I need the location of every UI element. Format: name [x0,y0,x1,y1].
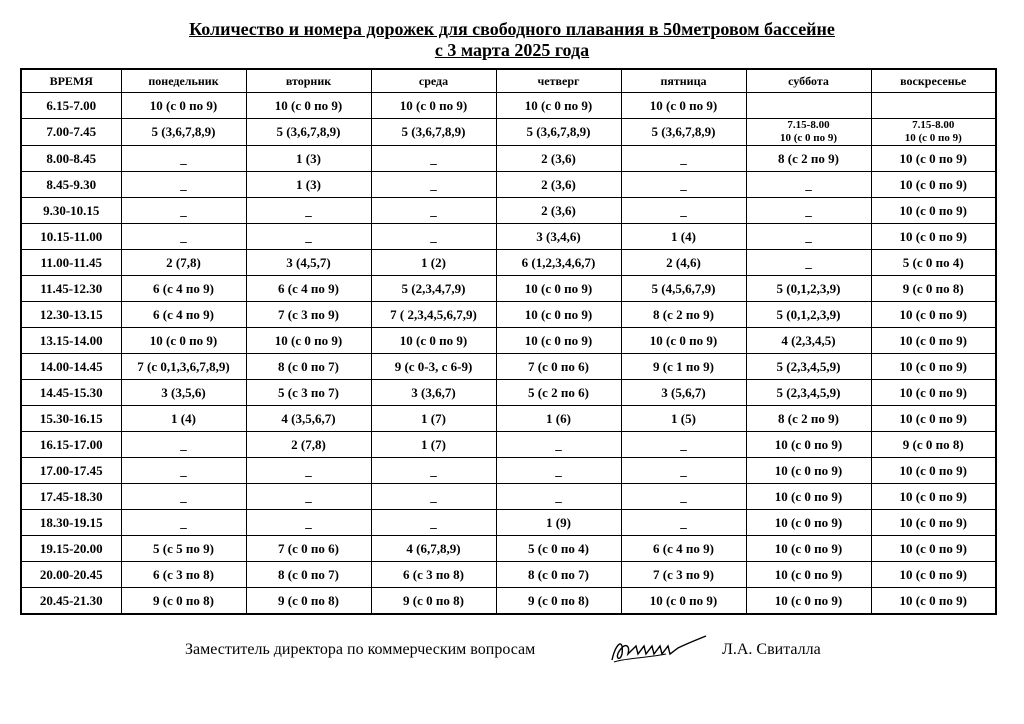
title-line-2: с 3 марта 2025 года [434,40,590,60]
lanes-cell: 10 (с 0 по 9) [746,458,871,484]
lanes-cell: 10 (с 0 по 9) [871,146,996,172]
table-header-row [21,69,996,93]
lanes-cell: 5 (0,1,2,3,9) [746,276,871,302]
time-slot-cell: 9.30-10.15 [21,198,121,224]
time-slot-cell: 18.30-19.15 [21,510,121,536]
handwritten-signature [606,632,710,668]
lanes-cell: 10 (с 0 по 9) [746,432,871,458]
lanes-cell: _ [121,432,246,458]
lanes-cell: 10 (с 0 по 9) [871,484,996,510]
lanes-cell: _ [246,484,371,510]
lanes-cell: _ [746,198,871,224]
time-slot-cell: 14.45-15.30 [21,380,121,406]
lanes-cell: 10 (с 0 по 9) [871,380,996,406]
lanes-cell: 10 (с 0 по 9) [621,328,746,354]
lanes-cell: 10 (с 0 по 9) [871,406,996,432]
lanes-cell: _ [621,432,746,458]
lanes-cell: 10 (с 0 по 9) [121,328,246,354]
lanes-cell: 5 (с 2 по 6) [496,380,621,406]
lanes-cell: 10 (с 0 по 9) [871,172,996,198]
table-row [21,146,996,172]
table-row [21,198,996,224]
table-row [21,250,996,276]
lanes-cell: 5 (3,6,7,8,9) [371,119,496,146]
lanes-cell: 1 (5) [621,406,746,432]
lanes-cell: 10 (с 0 по 9) [121,93,246,119]
lanes-cell: 10 (с 0 по 9) [246,328,371,354]
time-slot-cell: 15.30-16.15 [21,406,121,432]
lanes-cell: 5 (2,3,4,7,9) [371,276,496,302]
column-header: суббота [746,69,871,93]
time-slot-cell: 6.15-7.00 [21,93,121,119]
time-slot-cell: 13.15-14.00 [21,328,121,354]
lanes-cell: _ [121,510,246,536]
lanes-cell: _ [371,198,496,224]
cell-line: 7.15-8.00 [912,119,955,131]
title-line-1: Количество и номера дорожек для свободного плавания в 50метровом бассейне [189,19,835,39]
swim-lanes-table [20,68,997,615]
lanes-cell: 7 (с 3 по 9) [246,302,371,328]
lanes-cell: 9 (с 0 по 8) [496,588,621,615]
lanes-cell: 1 (9) [496,510,621,536]
lanes-cell: 1 (6) [496,406,621,432]
lanes-cell: 7 (с 3 по 9) [621,562,746,588]
lanes-cell: 8 (с 2 по 9) [621,302,746,328]
lanes-cell: 8 (с 0 по 7) [246,562,371,588]
lanes-cell: _ [621,458,746,484]
time-slot-cell: 8.45-9.30 [21,172,121,198]
lanes-cell: 10 (с 0 по 9) [621,93,746,119]
table-row [21,536,996,562]
table-row [21,302,996,328]
lanes-cell: 10 (с 0 по 9) [496,93,621,119]
lanes-cell: 9 (с 0 по 8) [121,588,246,615]
lanes-cell: 10 (с 0 по 9) [621,588,746,615]
lanes-cell: 5 (4,5,6,7,9) [621,276,746,302]
lanes-cell: 5 (с 3 по 7) [246,380,371,406]
time-slot-cell: 19.15-20.00 [21,536,121,562]
lanes-cell: 5 (с 5 по 9) [121,536,246,562]
lanes-cell: 10 (с 0 по 9) [746,588,871,615]
table-row [21,484,996,510]
lanes-cell: 7 (с 0 по 6) [246,536,371,562]
table-row [21,119,996,146]
lanes-cell: 10 (с 0 по 9) [871,302,996,328]
lanes-cell: 10 (с 0 по 9) [746,536,871,562]
lanes-cell: 1 (2) [371,250,496,276]
lanes-cell: 10 (с 0 по 9) [496,302,621,328]
lanes-cell: _ [371,146,496,172]
lanes-cell: 3 (4,5,7) [246,250,371,276]
lanes-cell: 6 (с 4 по 9) [621,536,746,562]
lanes-cell: 5 (3,6,7,8,9) [621,119,746,146]
lanes-cell: 6 (с 4 по 9) [121,302,246,328]
cell-line: 10 (с 0 по 9) [904,132,962,144]
lanes-cell: 10 (с 0 по 9) [871,354,996,380]
lanes-cell: _ [371,510,496,536]
lanes-cell: _ [496,432,621,458]
document-title [0,19,1024,61]
table-row [21,328,996,354]
lanes-cell [746,93,871,119]
lanes-cell: 5 (с 0 по 4) [496,536,621,562]
time-slot-cell: 14.00-14.45 [21,354,121,380]
lanes-cell: 9 (с 0 по 8) [871,432,996,458]
time-slot-cell: 8.00-8.45 [21,146,121,172]
lanes-cell: 2 (3,6) [496,198,621,224]
time-slot-cell: 11.00-11.45 [21,250,121,276]
lanes-cell: 4 (2,3,4,5) [746,328,871,354]
lanes-cell: _ [621,172,746,198]
lanes-cell: _ [246,510,371,536]
lanes-cell: _ [621,484,746,510]
lanes-cell: 3 (5,6,7) [621,380,746,406]
lanes-cell: _ [496,484,621,510]
column-header: среда [371,69,496,93]
lanes-cell: 10 (с 0 по 9) [871,224,996,250]
lanes-cell: 10 (с 0 по 9) [871,588,996,615]
lanes-cell: 8 (с 0 по 7) [246,354,371,380]
lanes-cell: 2 (4,6) [621,250,746,276]
lanes-cell: 2 (7,8) [121,250,246,276]
lanes-cell: 7 (с 0 по 6) [496,354,621,380]
lanes-cell: _ [246,224,371,250]
lanes-cell: _ [121,484,246,510]
signature-block [0,641,1024,661]
lanes-cell: _ [746,172,871,198]
table-row [21,172,996,198]
table-row [21,276,996,302]
column-header: воскресенье [871,69,996,93]
lanes-cell: 1 (4) [621,224,746,250]
lanes-cell: 10 (с 0 по 9) [371,328,496,354]
table-row [21,224,996,250]
cell-line: 10 (с 0 по 9) [779,132,838,144]
lanes-cell: 5 (3,6,7,8,9) [496,119,621,146]
table-row [21,406,996,432]
lanes-cell: 8 (с 0 по 7) [496,562,621,588]
lanes-cell: 10 (с 0 по 9) [871,510,996,536]
lanes-cell: 10 (с 0 по 9) [871,458,996,484]
lanes-cell: 4 (6,7,8,9) [371,536,496,562]
lanes-cell: 2 (3,6) [496,146,621,172]
lanes-cell: _ [121,198,246,224]
column-header: ВРЕМЯ [21,69,121,93]
lanes-cell: 9 (с 0 по 8) [371,588,496,615]
lanes-cell: 6 (1,2,3,4,6,7) [496,250,621,276]
lanes-cell: _ [246,198,371,224]
lanes-cell: 7 (с 0,1,3,6,7,8,9) [121,354,246,380]
lanes-cell: 1 (7) [371,406,496,432]
lanes-cell: 10 (с 0 по 9) [371,93,496,119]
lanes-cell: _ [121,458,246,484]
time-slot-cell: 20.45-21.30 [21,588,121,615]
time-slot-cell: 17.45-18.30 [21,484,121,510]
lanes-cell: 2 (3,6) [496,172,621,198]
column-header: вторник [246,69,371,93]
lanes-cell: 6 (с 4 по 9) [246,276,371,302]
lanes-cell: 10 (с 0 по 9) [746,562,871,588]
lanes-cell: 1 (3) [246,146,371,172]
lanes-cell: 6 (с 3 по 8) [121,562,246,588]
lanes-cell: 5 (2,3,4,5,9) [746,354,871,380]
table-row [21,458,996,484]
time-slot-cell: 17.00-17.45 [21,458,121,484]
lanes-cell: 9 (с 1 по 9) [621,354,746,380]
lanes-cell [871,93,996,119]
lanes-cell: _ [746,224,871,250]
lanes-cell: 8 (с 2 по 9) [746,406,871,432]
signer-name: Л.А. Свиталла [722,641,821,658]
lanes-cell: 5 (с 0 по 4) [871,250,996,276]
lanes-cell: 10 (с 0 по 9) [246,93,371,119]
table-row [21,380,996,406]
lanes-cell: _ [621,198,746,224]
time-slot-cell: 7.00-7.45 [21,119,121,146]
column-header: пятница [621,69,746,93]
table-row [21,562,996,588]
lanes-cell: 5 (3,6,7,8,9) [246,119,371,146]
table-row [21,93,996,119]
time-slot-cell: 16.15-17.00 [21,432,121,458]
lanes-cell: 1 (3) [246,172,371,198]
lanes-cell: 3 (3,4,6) [496,224,621,250]
lanes-cell: _ [371,172,496,198]
lanes-cell: 5 (0,1,2,3,9) [746,302,871,328]
lanes-cell: 9 (с 0 по 8) [871,276,996,302]
lanes-cell: 3 (3,6,7) [371,380,496,406]
lanes-cell: _ [371,224,496,250]
lanes-cell: _ [371,484,496,510]
column-header: понедельник [121,69,246,93]
lanes-cell: 10 (с 0 по 9) [746,510,871,536]
lanes-cell: 10 (с 0 по 9) [871,198,996,224]
table-row [21,354,996,380]
lanes-cell: 5 (3,6,7,8,9) [121,119,246,146]
cell-line: 7.15-8.00 [787,119,830,131]
lanes-cell: _ [621,510,746,536]
lanes-cell: 5 (2,3,4,5,9) [746,380,871,406]
lanes-cell: 10 (с 0 по 9) [496,276,621,302]
time-slot-cell: 20.00-20.45 [21,562,121,588]
lanes-cell: 1 (7) [371,432,496,458]
time-slot-cell: 12.30-13.15 [21,302,121,328]
column-header: четверг [496,69,621,93]
table-row [21,588,996,615]
time-slot-cell: 10.15-11.00 [21,224,121,250]
lanes-cell: 9 (с 0 по 8) [246,588,371,615]
lanes-cell: _ [621,146,746,172]
lanes-cell: 9 (с 0-3, с 6-9) [371,354,496,380]
lanes-cell: 3 (3,5,6) [121,380,246,406]
lanes-cell: 1 (4) [121,406,246,432]
time-slot-cell: 11.45-12.30 [21,276,121,302]
lanes-cell: _ [746,250,871,276]
table-row [21,510,996,536]
table-body [21,93,996,615]
lanes-cell: 2 (7,8) [246,432,371,458]
lanes-cell: _ [121,224,246,250]
lanes-cell: _ [246,458,371,484]
table-row [21,432,996,458]
lanes-cell: 6 (с 3 по 8) [371,562,496,588]
lanes-cell: 10 (с 0 по 9) [746,484,871,510]
signer-role: Заместитель директора по коммерческим вопросам [185,641,536,658]
lanes-cell: 7 ( 2,3,4,5,6,7,9) [371,302,496,328]
lanes-cell: _ [371,458,496,484]
lanes-cell: 10 (с 0 по 9) [496,328,621,354]
lanes-cell: _ [121,172,246,198]
lanes-cell: _ [496,458,621,484]
lanes-cell [871,119,996,146]
lanes-cell: 6 (с 4 по 9) [121,276,246,302]
lanes-cell: _ [121,146,246,172]
lanes-cell [746,119,871,146]
lanes-cell: 10 (с 0 по 9) [871,562,996,588]
lanes-cell: 10 (с 0 по 9) [871,536,996,562]
lanes-cell: 8 (с 2 по 9) [746,146,871,172]
lanes-cell: 10 (с 0 по 9) [871,328,996,354]
lanes-cell: 4 (3,5,6,7) [246,406,371,432]
